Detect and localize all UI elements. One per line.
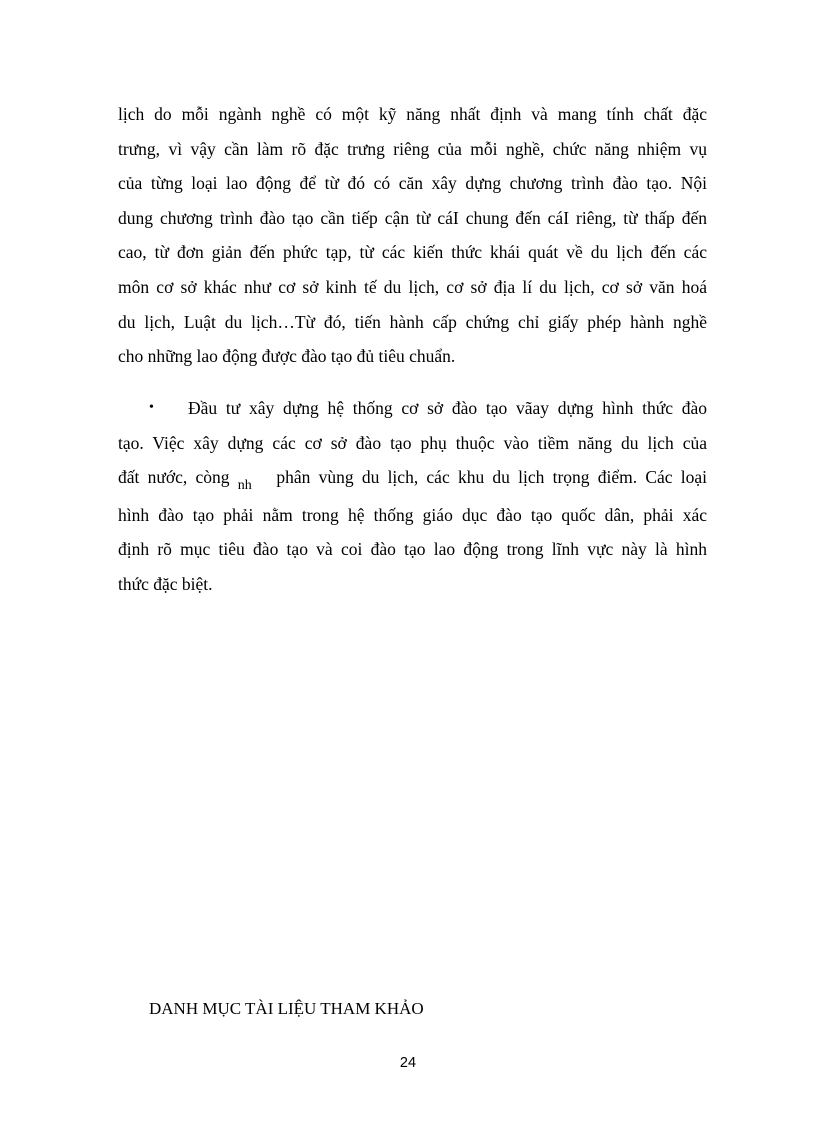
text-line: thức đặc biệt. [118, 573, 213, 594]
page-number: 24 [399, 1055, 417, 1071]
text-line: của từng loại lao động để từ đó có căn xây dựng chương trình đào tạo. Nội [118, 173, 707, 194]
references-heading: DANH MỤC TÀI LIỆU THAM KHẢO [149, 999, 424, 1018]
text-line: tạo. Việc xây dựng các cơ sở đào tạo phụ thuộc vào tiềm năng du lịch của [118, 432, 707, 453]
paragraph-training-facilities [118, 391, 707, 602]
text-line: định rõ mục tiêu đào tạo và coi đào tạo lao động trong lĩnh vực này là hình [118, 539, 707, 560]
text-line: dung chương trình đào tạo cần tiếp cận từ cáI chung đến cáI riêng, từ thấp đến [118, 207, 707, 228]
text-line: trưng, vì vậy cần làm rõ đặc trưng riêng của mỗi nghề, chức năng nhiệm vụ [118, 138, 707, 159]
paragraph-training-content [118, 97, 707, 374]
text-line: Đầu tư xây dựng hệ thống cơ sở đào tạo vãay dựng hình thức đào [188, 398, 707, 418]
text-line: hình đào tạo phải nằm trong hệ thống giáo dục đào tạo quốc dân, phải xác [118, 504, 707, 525]
text-line: môn cơ sở khác như cơ sở kinh tế du lịch, cơ sở địa lí du lịch, cơ sở văn hoá [118, 276, 707, 297]
text-line: cao, từ đơn giản đến phức tạp, từ các kiến thức khái quát về du lịch đến các [118, 242, 707, 263]
text-fragment: đất nước, còng [118, 467, 230, 488]
subscript-fragment: nh [237, 478, 252, 494]
text-line: du lịch, Luật du lịch…Từ đó, tiến hành cấp chứng chỉ giấy phép hành nghề [118, 311, 707, 332]
text-line: cho những lao động được đào tạo đủ tiêu chuẩn. [118, 346, 456, 367]
text-line: lịch do mỗi ngành nghề có một kỹ năng nhất định và mang tính chất đặc [118, 104, 707, 124]
text-line-with-subscript [118, 460, 707, 498]
bullet-icon: • [149, 400, 154, 415]
text-fragment: phân vùng du lịch, các khu du lịch trọng điểm. Các loại [276, 467, 708, 488]
